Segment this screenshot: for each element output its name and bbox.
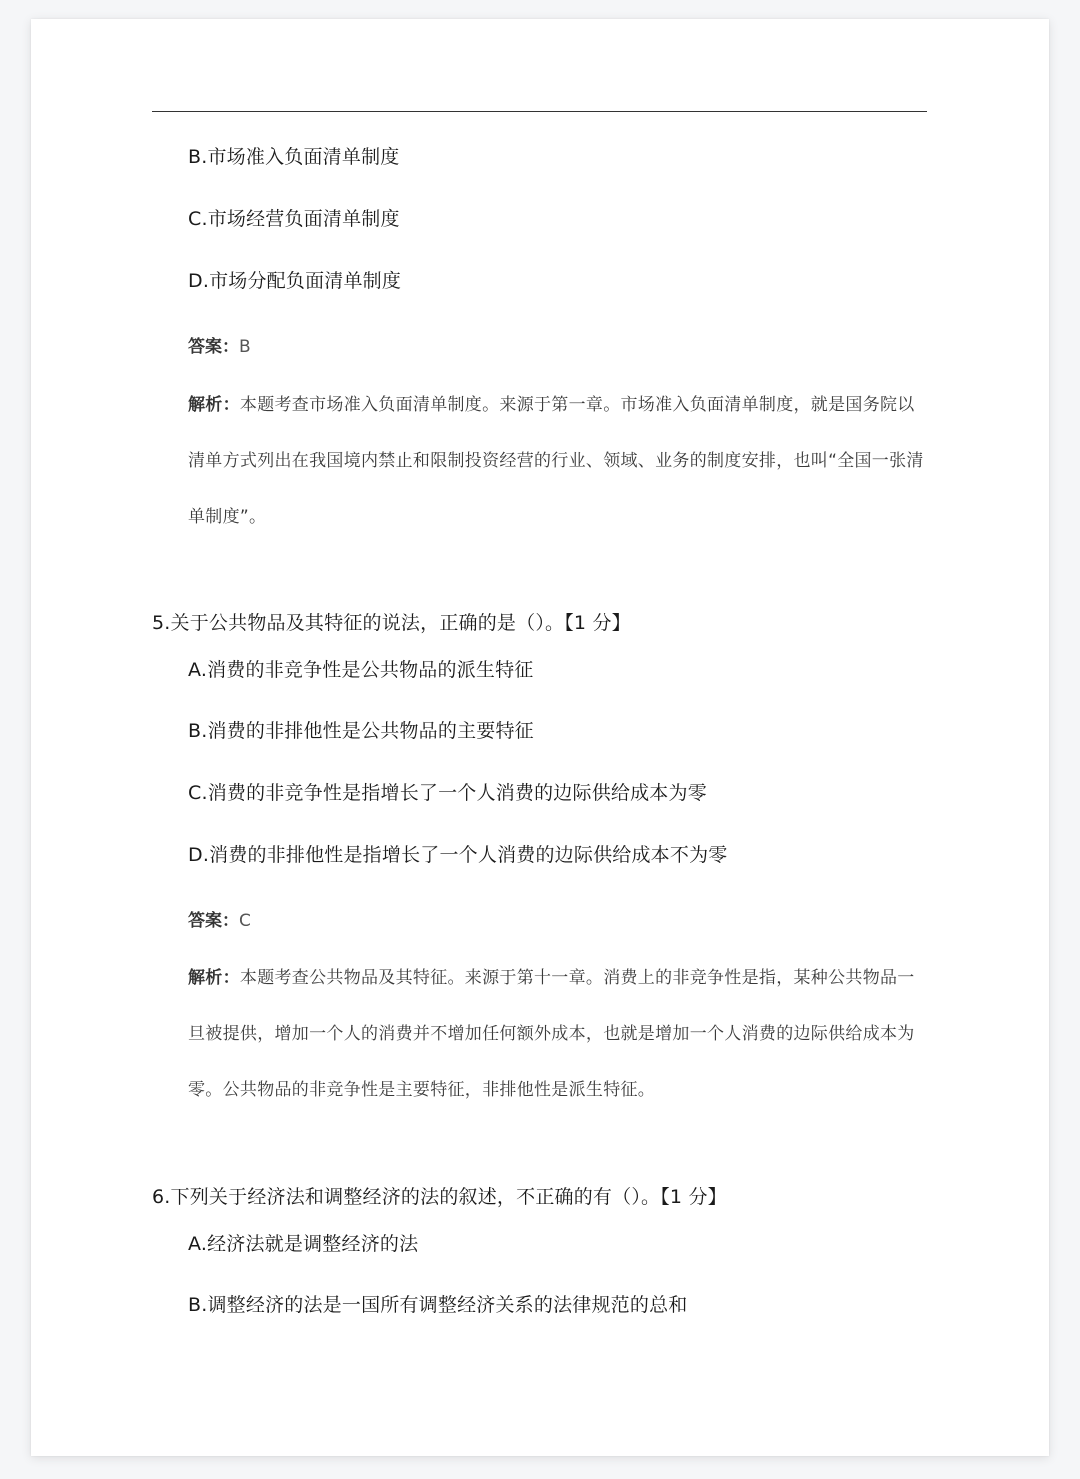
analysis-label: 解析： <box>188 968 240 988</box>
q5-option-b: B.消费的非排他性是公共物品的主要特征 <box>188 720 534 742</box>
q5-answer <box>188 906 251 931</box>
horizontal-rule <box>152 111 927 112</box>
answer-value: C <box>239 911 251 931</box>
q5-option-d: D.消费的非排他性是指增长了一个人消费的边际供给成本不为零 <box>188 844 728 866</box>
q5-option-c: C.消费的非竞争性是指增长了一个人消费的边际供给成本为零 <box>188 782 707 804</box>
analysis-label: 解析： <box>188 395 240 415</box>
answer-label: 答案： <box>188 337 239 357</box>
q6-option-b: B.调整经济的法是一国所有调整经济关系的法律规范的总和 <box>188 1294 688 1316</box>
q5-question: 5.关于公共物品及其特征的说法，正确的是（）。【1 分】 <box>152 612 631 634</box>
q5-option-a: A.消费的非竞争性是公共物品的派生特征 <box>188 659 534 681</box>
answer-label: 答案： <box>188 911 239 931</box>
analysis-text: 本题考查公共物品及其特征。来源于第十一章。消费上的非竞争性是指，某种公共物品一旦被提供，增加一个人的消费并不增加任何额外成本，也就是增加一个人消费的边际供给成本为零。公共物品的非竞争性是主要特征，非排他性是派生特征。 <box>188 968 915 1100</box>
q4-option-c: C.市场经营负面清单制度 <box>188 208 400 230</box>
q5-analysis <box>188 950 928 1118</box>
q4-answer <box>188 332 251 357</box>
q4-option-b: B.市场准入负面清单制度 <box>188 146 400 168</box>
analysis-text: 本题考查市场准入负面清单制度。来源于第一章。市场准入负面清单制度，就是国务院以清单方式列出在我国境内禁止和限制投资经营的行业、领域、业务的制度安排，也叫“全国一张清单制度”。 <box>188 395 924 527</box>
q6-option-a: A.经济法就是调整经济的法 <box>188 1233 419 1255</box>
document-page <box>31 19 1049 1456</box>
q4-analysis <box>188 377 928 545</box>
answer-value: B <box>239 337 251 357</box>
q6-question: 6.下列关于经济法和调整经济的法的叙述，不正确的有（）。【1 分】 <box>152 1186 727 1208</box>
q4-option-d: D.市场分配负面清单制度 <box>188 270 402 292</box>
